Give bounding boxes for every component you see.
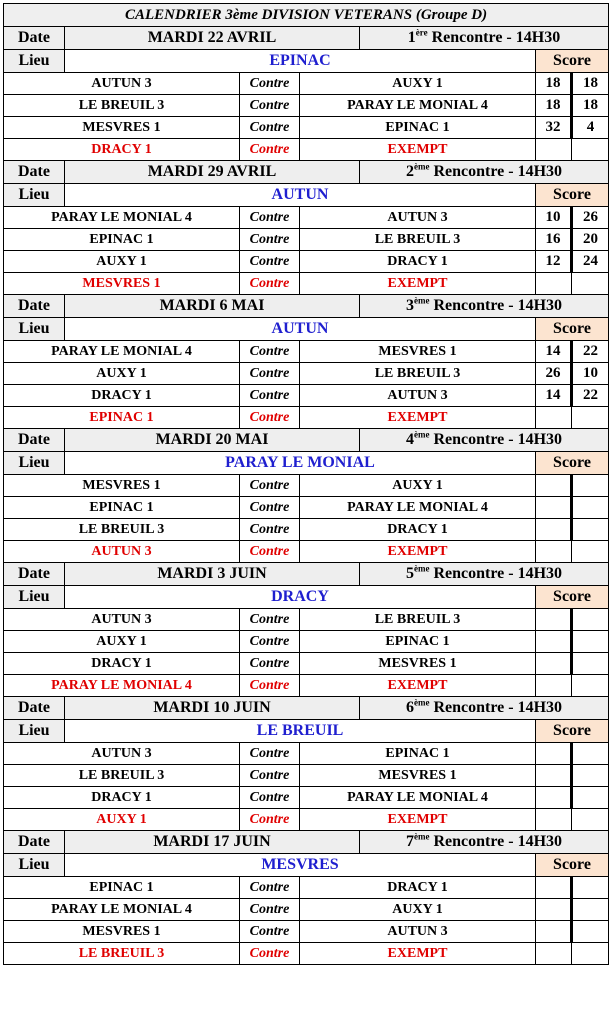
lieu-label: Lieu <box>4 586 65 609</box>
contre-label: Contre <box>240 653 300 675</box>
home-team: LE BREUIL 3 <box>4 519 240 541</box>
round-date: MARDI 29 AVRIL <box>65 161 360 184</box>
score-away: 18 <box>572 95 609 117</box>
away-team: EPINAC 1 <box>300 117 536 139</box>
home-team: MESVRES 1 <box>4 117 240 139</box>
round-venue: LE BREUIL <box>65 720 536 743</box>
score-away-empty <box>572 675 609 697</box>
contre-label: Contre <box>240 675 300 697</box>
exempt-team: AUXY 1 <box>4 809 240 831</box>
lieu-label: Lieu <box>4 720 65 743</box>
contre-label: Contre <box>240 743 300 765</box>
score-away-empty <box>572 273 609 295</box>
round-ordinal: ème <box>413 161 430 172</box>
date-label: Date <box>4 563 65 586</box>
exempt-row <box>4 943 609 965</box>
score-header: Score <box>536 586 609 609</box>
match-row <box>4 385 609 407</box>
round-date-row <box>4 429 609 452</box>
match-row <box>4 921 609 943</box>
exempt-team: LE BREUIL 3 <box>4 943 240 965</box>
contre-label: Contre <box>240 207 300 229</box>
match-row <box>4 631 609 653</box>
contre-label: Contre <box>240 765 300 787</box>
score-home: 12 <box>536 251 572 273</box>
score-away <box>572 609 609 631</box>
calendar-table <box>3 3 609 965</box>
away-team: DRACY 1 <box>300 251 536 273</box>
away-team: MESVRES 1 <box>300 653 536 675</box>
round-venue: EPINAC <box>65 50 536 73</box>
score-home: 32 <box>536 117 572 139</box>
home-team: MESVRES 1 <box>4 475 240 497</box>
round-rencontre <box>360 563 609 586</box>
round-venue: DRACY <box>65 586 536 609</box>
score-home <box>536 609 572 631</box>
exempt-label: EXEMPT <box>300 675 536 697</box>
round-ordinal: ème <box>413 429 430 440</box>
score-away-empty <box>572 541 609 563</box>
home-team: AUTUN 3 <box>4 743 240 765</box>
rencontre-label: Rencontre - 14H30 <box>433 699 563 716</box>
contre-label: Contre <box>240 899 300 921</box>
score-home <box>536 921 572 943</box>
date-label: Date <box>4 295 65 318</box>
round-rencontre <box>360 429 609 452</box>
contre-label: Contre <box>240 631 300 653</box>
score-away <box>572 765 609 787</box>
score-away: 26 <box>572 207 609 229</box>
round-date: MARDI 17 JUIN <box>65 831 360 854</box>
score-home <box>536 653 572 675</box>
score-home <box>536 787 572 809</box>
home-team: EPINAC 1 <box>4 229 240 251</box>
round-venue-row <box>4 586 609 609</box>
rencontre-label: Rencontre - 14H30 <box>433 297 563 314</box>
score-home <box>536 765 572 787</box>
contre-label: Contre <box>240 541 300 563</box>
score-away: 4 <box>572 117 609 139</box>
score-header: Score <box>536 318 609 341</box>
away-team: AUXY 1 <box>300 73 536 95</box>
match-row <box>4 229 609 251</box>
home-team: LE BREUIL 3 <box>4 765 240 787</box>
score-home <box>536 899 572 921</box>
home-team: AUXY 1 <box>4 363 240 385</box>
match-row <box>4 363 609 385</box>
exempt-label: EXEMPT <box>300 943 536 965</box>
round-number: 7 <box>405 833 414 850</box>
round-number: 1 <box>407 29 416 46</box>
away-team: LE BREUIL 3 <box>300 609 536 631</box>
round-venue-row <box>4 318 609 341</box>
score-home: 10 <box>536 207 572 229</box>
away-team: LE BREUIL 3 <box>300 363 536 385</box>
round-ordinal: ère <box>415 27 428 38</box>
home-team: DRACY 1 <box>4 385 240 407</box>
round-date: MARDI 20 MAI <box>65 429 360 452</box>
score-away: 22 <box>572 385 609 407</box>
score-away <box>572 787 609 809</box>
away-team: PARAY LE MONIAL 4 <box>300 497 536 519</box>
round-date-row <box>4 27 609 50</box>
contre-label: Contre <box>240 73 300 95</box>
home-team: AUTUN 3 <box>4 73 240 95</box>
score-home-empty <box>536 809 572 831</box>
round-venue-row <box>4 720 609 743</box>
exempt-row <box>4 809 609 831</box>
score-home: 18 <box>536 73 572 95</box>
round-rencontre <box>360 697 609 720</box>
exempt-label: EXEMPT <box>300 407 536 429</box>
match-row <box>4 341 609 363</box>
match-row <box>4 765 609 787</box>
home-team: AUXY 1 <box>4 631 240 653</box>
score-away <box>572 877 609 899</box>
away-team: LE BREUIL 3 <box>300 229 536 251</box>
exempt-row <box>4 675 609 697</box>
contre-label: Contre <box>240 809 300 831</box>
contre-label: Contre <box>240 787 300 809</box>
exempt-team: MESVRES 1 <box>4 273 240 295</box>
home-team: EPINAC 1 <box>4 877 240 899</box>
rencontre-label: Rencontre - 14H30 <box>433 431 563 448</box>
away-team: AUTUN 3 <box>300 207 536 229</box>
score-header: Score <box>536 854 609 877</box>
round-number: 5 <box>405 565 414 582</box>
rencontre-label: Rencontre - 14H30 <box>433 833 563 850</box>
score-away <box>572 921 609 943</box>
exempt-label: EXEMPT <box>300 273 536 295</box>
round-number: 4 <box>405 431 414 448</box>
score-header: Score <box>536 50 609 73</box>
score-away <box>572 899 609 921</box>
score-home: 18 <box>536 95 572 117</box>
round-date-row <box>4 831 609 854</box>
home-team: MESVRES 1 <box>4 921 240 943</box>
round-venue-row <box>4 854 609 877</box>
contre-label: Contre <box>240 363 300 385</box>
home-team: DRACY 1 <box>4 653 240 675</box>
round-number: 6 <box>405 699 414 716</box>
home-team: PARAY LE MONIAL 4 <box>4 207 240 229</box>
lieu-label: Lieu <box>4 50 65 73</box>
score-away <box>572 497 609 519</box>
round-rencontre <box>360 295 609 318</box>
round-number: 3 <box>405 297 414 314</box>
exempt-row <box>4 139 609 161</box>
home-team: EPINAC 1 <box>4 497 240 519</box>
score-away-empty <box>572 139 609 161</box>
match-row <box>4 787 609 809</box>
score-away <box>572 519 609 541</box>
round-ordinal: ème <box>413 831 430 842</box>
match-row <box>4 207 609 229</box>
score-away <box>572 653 609 675</box>
contre-label: Contre <box>240 251 300 273</box>
away-team: PARAY LE MONIAL 4 <box>300 787 536 809</box>
away-team: MESVRES 1 <box>300 765 536 787</box>
score-home-empty <box>536 273 572 295</box>
contre-label: Contre <box>240 273 300 295</box>
score-home-empty <box>536 407 572 429</box>
home-team: AUXY 1 <box>4 251 240 273</box>
score-away-empty <box>572 809 609 831</box>
round-date-row <box>4 295 609 318</box>
round-venue: MESVRES <box>65 854 536 877</box>
rencontre-label: Rencontre - 14H30 <box>433 163 563 180</box>
exempt-team: EPINAC 1 <box>4 407 240 429</box>
lieu-label: Lieu <box>4 452 65 475</box>
date-label: Date <box>4 161 65 184</box>
score-away <box>572 631 609 653</box>
away-team: DRACY 1 <box>300 519 536 541</box>
exempt-label: EXEMPT <box>300 139 536 161</box>
exempt-row <box>4 541 609 563</box>
match-row <box>4 899 609 921</box>
rencontre-label: Rencontre - 14H30 <box>433 565 563 582</box>
score-away: 20 <box>572 229 609 251</box>
date-label: Date <box>4 429 65 452</box>
date-label: Date <box>4 831 65 854</box>
round-rencontre <box>360 27 609 50</box>
score-home: 14 <box>536 341 572 363</box>
contre-label: Contre <box>240 95 300 117</box>
lieu-label: Lieu <box>4 318 65 341</box>
score-home: 16 <box>536 229 572 251</box>
score-away-empty <box>572 943 609 965</box>
exempt-team: AUTUN 3 <box>4 541 240 563</box>
score-home-empty <box>536 139 572 161</box>
contre-label: Contre <box>240 497 300 519</box>
score-home: 14 <box>536 385 572 407</box>
round-ordinal: ème <box>413 563 430 574</box>
home-team: PARAY LE MONIAL 4 <box>4 899 240 921</box>
contre-label: Contre <box>240 139 300 161</box>
home-team: LE BREUIL 3 <box>4 95 240 117</box>
away-team: AUXY 1 <box>300 899 536 921</box>
date-label: Date <box>4 27 65 50</box>
score-home-empty <box>536 943 572 965</box>
round-date: MARDI 3 JUIN <box>65 563 360 586</box>
lieu-label: Lieu <box>4 854 65 877</box>
away-team: MESVRES 1 <box>300 341 536 363</box>
score-header: Score <box>536 184 609 207</box>
exempt-label: EXEMPT <box>300 809 536 831</box>
score-home <box>536 743 572 765</box>
score-away <box>572 475 609 497</box>
round-date-row <box>4 563 609 586</box>
away-team: EPINAC 1 <box>300 743 536 765</box>
exempt-row <box>4 407 609 429</box>
match-row <box>4 497 609 519</box>
contre-label: Contre <box>240 943 300 965</box>
score-home <box>536 475 572 497</box>
score-away: 10 <box>572 363 609 385</box>
contre-label: Contre <box>240 407 300 429</box>
away-team: AUTUN 3 <box>300 385 536 407</box>
match-row <box>4 73 609 95</box>
calendar-sheet <box>3 3 608 965</box>
match-row <box>4 743 609 765</box>
score-home <box>536 519 572 541</box>
score-home-empty <box>536 675 572 697</box>
contre-label: Contre <box>240 117 300 139</box>
contre-label: Contre <box>240 385 300 407</box>
round-rencontre <box>360 161 609 184</box>
round-number: 2 <box>405 163 414 180</box>
round-date: MARDI 10 JUIN <box>65 697 360 720</box>
match-row <box>4 475 609 497</box>
score-away: 22 <box>572 341 609 363</box>
round-venue-row <box>4 184 609 207</box>
round-venue: AUTUN <box>65 184 536 207</box>
round-date: MARDI 6 MAI <box>65 295 360 318</box>
away-team: DRACY 1 <box>300 877 536 899</box>
round-date-row <box>4 697 609 720</box>
score-home <box>536 631 572 653</box>
round-venue-row <box>4 50 609 73</box>
match-row <box>4 117 609 139</box>
round-venue-row <box>4 452 609 475</box>
score-home-empty <box>536 541 572 563</box>
lieu-label: Lieu <box>4 184 65 207</box>
exempt-team: PARAY LE MONIAL 4 <box>4 675 240 697</box>
rencontre-label: Rencontre - 14H30 <box>431 29 561 46</box>
home-team: PARAY LE MONIAL 4 <box>4 341 240 363</box>
round-venue: PARAY LE MONIAL <box>65 452 536 475</box>
match-row <box>4 95 609 117</box>
exempt-row <box>4 273 609 295</box>
round-rencontre <box>360 831 609 854</box>
contre-label: Contre <box>240 475 300 497</box>
contre-label: Contre <box>240 519 300 541</box>
match-row <box>4 519 609 541</box>
score-away-empty <box>572 407 609 429</box>
contre-label: Contre <box>240 921 300 943</box>
match-row <box>4 609 609 631</box>
score-header: Score <box>536 452 609 475</box>
contre-label: Contre <box>240 877 300 899</box>
score-away <box>572 743 609 765</box>
page-title: CALENDRIER 3ème DIVISION VETERANS (Groupe D) <box>4 4 609 27</box>
home-team: AUTUN 3 <box>4 609 240 631</box>
match-row <box>4 653 609 675</box>
contre-label: Contre <box>240 609 300 631</box>
round-venue: AUTUN <box>65 318 536 341</box>
contre-label: Contre <box>240 341 300 363</box>
score-home <box>536 497 572 519</box>
score-home: 26 <box>536 363 572 385</box>
away-team: AUTUN 3 <box>300 921 536 943</box>
round-ordinal: ème <box>413 697 430 708</box>
score-away: 24 <box>572 251 609 273</box>
exempt-team: DRACY 1 <box>4 139 240 161</box>
match-row <box>4 251 609 273</box>
score-header: Score <box>536 720 609 743</box>
round-date-row <box>4 161 609 184</box>
round-date: MARDI 22 AVRIL <box>65 27 360 50</box>
contre-label: Contre <box>240 229 300 251</box>
score-home <box>536 877 572 899</box>
date-label: Date <box>4 697 65 720</box>
round-ordinal: ème <box>413 295 430 306</box>
match-row <box>4 877 609 899</box>
away-team: EPINAC 1 <box>300 631 536 653</box>
away-team: PARAY LE MONIAL 4 <box>300 95 536 117</box>
exempt-label: EXEMPT <box>300 541 536 563</box>
score-away: 18 <box>572 73 609 95</box>
home-team: DRACY 1 <box>4 787 240 809</box>
away-team: AUXY 1 <box>300 475 536 497</box>
